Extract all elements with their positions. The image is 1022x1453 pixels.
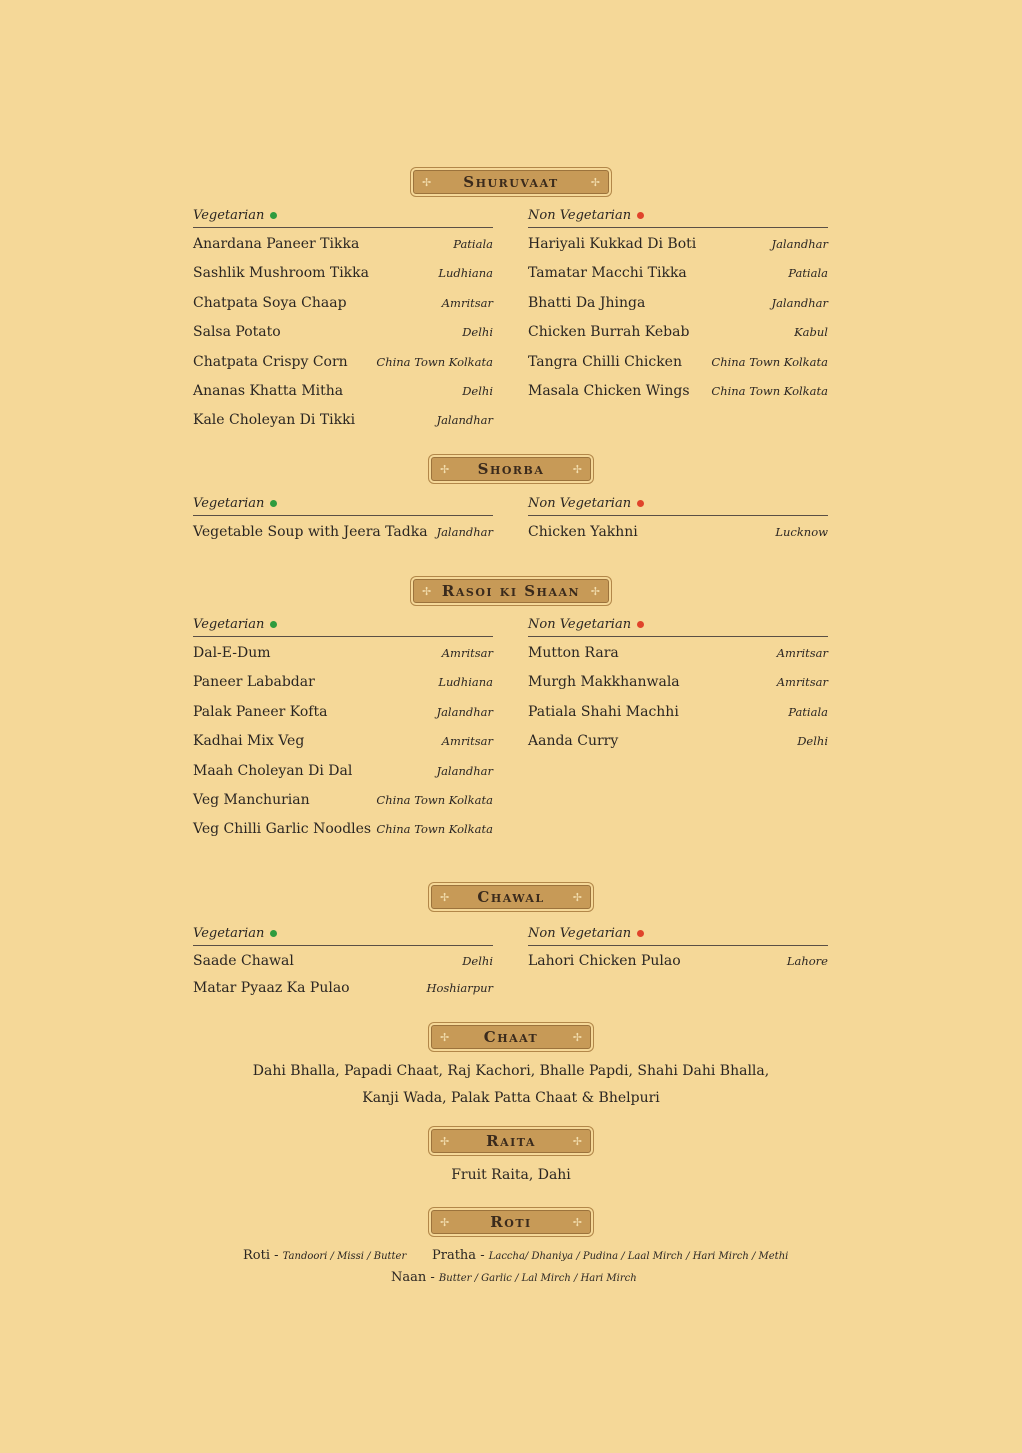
menu-item	[528, 230, 828, 259]
menu-item-name: Veg Manchurian	[193, 791, 310, 808]
fleuron-icon: ✢	[440, 462, 450, 476]
menu-item-origin: Ludhiana	[438, 266, 493, 281]
red-dot-icon	[637, 500, 644, 507]
menu-item	[193, 259, 493, 288]
menu-item-origin: Jalandhar	[436, 763, 493, 778]
pratha-options	[432, 1248, 788, 1263]
column-header	[193, 616, 493, 637]
column-header	[528, 616, 828, 637]
menu-item	[193, 406, 493, 435]
fleuron-icon: ✢	[590, 584, 600, 598]
menu-item-origin: Lucknow	[775, 525, 828, 539]
section-title: Chawal	[477, 888, 545, 906]
menu-item-origin: Jalandhar	[436, 413, 493, 428]
column-veg	[193, 207, 493, 436]
fleuron-icon: ✢	[572, 1134, 582, 1148]
menu-item	[193, 975, 493, 1002]
section-badge-shorba	[431, 457, 591, 481]
fleuron-icon: ✢	[572, 1030, 582, 1044]
menu-item-origin: China Town Kolkata	[376, 792, 493, 807]
fleuron-icon: ✢	[572, 890, 582, 904]
menu-item-origin: Delhi	[797, 734, 828, 749]
fleuron-icon: ✢	[440, 890, 450, 904]
column-header-label: Non Vegetarian	[528, 926, 632, 941]
column-header-label: Vegetarian	[193, 208, 265, 223]
red-dot-icon	[637, 212, 644, 219]
column-header-label: Non Vegetarian	[528, 617, 632, 632]
menu-item	[193, 318, 493, 347]
section-title: Raita	[486, 1132, 536, 1150]
green-dot-icon	[270, 621, 277, 628]
menu-item	[528, 377, 828, 406]
roti-opts: Tandoori / Missi / Butter	[282, 1251, 407, 1262]
section-badge-chaat	[431, 1025, 591, 1049]
menu-item	[528, 259, 828, 288]
menu-item-name: Chatpata Soya Chaap	[193, 294, 347, 311]
menu-item-origin: Amritsar	[776, 675, 828, 690]
menu-item-origin: Delhi	[462, 383, 493, 398]
column-veg	[193, 616, 493, 845]
menu-item-name: Kale Choleyan Di Tikki	[193, 412, 356, 429]
menu-item-origin: Delhi	[462, 954, 493, 968]
menu-item	[193, 698, 493, 727]
menu-item-name: Murgh Makkhanwala	[528, 674, 680, 691]
green-dot-icon	[270, 212, 277, 219]
menu-item	[193, 727, 493, 756]
column-header-label: Non Vegetarian	[528, 208, 632, 223]
menu-item-name: Kadhai Mix Veg	[193, 733, 305, 750]
column-veg	[193, 495, 493, 547]
menu-item	[193, 668, 493, 697]
menu-item	[528, 518, 828, 547]
menu-item-name: Aanda Curry	[528, 733, 619, 750]
menu-item	[193, 757, 493, 786]
column-nonveg	[528, 925, 828, 975]
menu-item-origin: China Town Kolkata	[376, 822, 493, 837]
menu-item	[528, 698, 828, 727]
menu-item-name: Palak Paneer Kofta	[193, 703, 328, 720]
menu-item	[193, 289, 493, 318]
menu-item	[528, 318, 828, 347]
menu-item-name: Saade Chawal	[193, 953, 294, 969]
menu-item-origin: China Town Kolkata	[711, 383, 828, 398]
column-header	[193, 925, 493, 946]
fleuron-icon: ✢	[422, 175, 432, 189]
chaat-line-1: Dahi Bhalla, Papadi Chaat, Raj Kachori, Bhalle Papdi, Shahi Dahi Bhalla,	[252, 1063, 770, 1079]
menu-item-name: Mutton Rara	[528, 645, 619, 661]
menu-item-origin: Amritsar	[441, 295, 493, 310]
menu-item-name: Patiala Shahi Machhi	[528, 703, 679, 720]
pratha-label: Pratha -	[432, 1248, 489, 1263]
menu-item	[193, 948, 493, 975]
menu-item-name: Tangra Chilli Chicken	[528, 353, 682, 370]
menu-item-origin: Delhi	[462, 325, 493, 340]
menu-item-name: Chicken Burrah Kebab	[528, 324, 690, 341]
menu-item-name: Hariyali Kukkad Di Boti	[528, 236, 697, 252]
fleuron-icon: ✢	[440, 1134, 450, 1148]
menu-item-name: Masala Chicken Wings	[528, 382, 690, 399]
menu-item-origin: Patiala	[453, 237, 493, 251]
column-header	[193, 207, 493, 228]
menu-item-origin: Hoshiarpur	[426, 981, 493, 995]
column-nonveg	[528, 207, 828, 406]
section-badge-rasoi-ki-shaan	[413, 579, 609, 603]
section-title: Chaat	[483, 1028, 539, 1046]
menu-item-name: Sashlik Mushroom Tikka	[193, 265, 369, 282]
menu-item-name: Matar Pyaaz Ka Pulao	[193, 980, 350, 996]
section-badge-roti	[431, 1210, 591, 1234]
section-badge-raita	[431, 1129, 591, 1153]
menu-item-origin: China Town Kolkata	[376, 354, 493, 369]
naan-options	[391, 1270, 637, 1285]
column-nonveg	[528, 495, 828, 547]
menu-item	[528, 639, 828, 668]
section-title: Roti	[490, 1213, 532, 1231]
menu-item	[193, 518, 493, 547]
menu-item	[193, 377, 493, 406]
roti-options	[243, 1248, 406, 1263]
menu-item-origin: Patiala	[788, 704, 828, 719]
column-header	[528, 207, 828, 228]
column-header-label: Non Vegetarian	[528, 496, 632, 511]
column-header-label: Vegetarian	[193, 617, 265, 632]
menu-item-origin: Amritsar	[441, 646, 493, 660]
menu-item-origin: Amritsar	[441, 734, 493, 749]
roti-label: Roti -	[243, 1248, 283, 1263]
fleuron-icon: ✢	[422, 584, 432, 598]
menu-item	[193, 786, 493, 815]
red-dot-icon	[637, 621, 644, 628]
menu-item-name: Veg Chilli Garlic Noodles	[193, 821, 372, 838]
column-header	[528, 495, 828, 516]
menu-item-name: Vegetable Soup with Jeera Tadka	[193, 524, 428, 540]
menu-item	[528, 668, 828, 697]
naan-label: Naan -	[391, 1270, 439, 1285]
section-badge-shuruvaat	[413, 170, 609, 194]
column-header-label: Vegetarian	[193, 926, 265, 941]
column-header-label: Vegetarian	[193, 496, 265, 511]
menu-item-origin: Patiala	[788, 266, 828, 281]
menu-item-name: Chicken Yakhni	[528, 524, 638, 540]
menu-item-name: Lahori Chicken Pulao	[528, 953, 681, 969]
menu-item-origin: Lahore	[786, 954, 828, 968]
menu-item-origin: Jalandhar	[771, 295, 828, 310]
menu-item	[528, 948, 828, 975]
menu-item-origin: Amritsar	[776, 646, 828, 660]
pratha-opts: Laccha/ Dhaniya / Pudina / Laal Mirch / Hari Mirch / Methi	[488, 1251, 789, 1262]
menu-item-name: Bhatti Da Jhinga	[528, 294, 646, 311]
menu-item	[528, 727, 828, 756]
menu-item-origin: Jalandhar	[436, 704, 493, 719]
menu-item	[528, 289, 828, 318]
menu-item-name: Dal-E-Dum	[193, 645, 271, 661]
menu-item-name: Salsa Potato	[193, 324, 281, 341]
menu-item-name: Paneer Lababdar	[193, 674, 315, 691]
column-header	[193, 495, 493, 516]
chaat-line-2: Kanji Wada, Palak Patta Chaat & Bhelpuri	[362, 1090, 660, 1106]
menu-item-name: Tamatar Macchi Tikka	[528, 265, 687, 282]
menu-item-origin: Jalandhar	[771, 237, 828, 251]
section-title: Shuruvaat	[463, 173, 559, 191]
menu-item	[193, 348, 493, 377]
menu-item-name: Anardana Paneer Tikka	[193, 236, 360, 252]
fleuron-icon: ✢	[572, 462, 582, 476]
fleuron-icon: ✢	[572, 1215, 582, 1229]
menu-item-origin: China Town Kolkata	[711, 354, 828, 369]
menu-item	[193, 230, 493, 259]
raita-line: Fruit Raita, Dahi	[451, 1167, 571, 1183]
fleuron-icon: ✢	[440, 1030, 450, 1044]
menu-item	[193, 815, 493, 844]
section-badge-chawal	[431, 885, 591, 909]
menu-item-origin: Ludhiana	[438, 675, 493, 690]
fleuron-icon: ✢	[590, 175, 600, 189]
menu-item-origin: Kabul	[794, 325, 828, 340]
column-header	[528, 925, 828, 946]
column-nonveg	[528, 616, 828, 757]
fleuron-icon: ✢	[440, 1215, 450, 1229]
menu-item	[528, 348, 828, 377]
menu-item	[193, 639, 493, 668]
menu-item-name: Maah Choleyan Di Dal	[193, 762, 353, 779]
menu-item-name: Ananas Khatta Mitha	[193, 382, 344, 399]
red-dot-icon	[637, 930, 644, 937]
menu-item-name: Chatpata Crispy Corn	[193, 353, 348, 370]
green-dot-icon	[270, 930, 277, 937]
menu-item-origin: Jalandhar	[436, 525, 493, 539]
section-title: Rasoi ki Shaan	[441, 582, 581, 600]
green-dot-icon	[270, 500, 277, 507]
column-veg	[193, 925, 493, 1002]
section-title: Shorba	[477, 460, 545, 478]
naan-opts: Butter / Garlic / Lal Mirch / Hari Mirch	[438, 1273, 637, 1284]
